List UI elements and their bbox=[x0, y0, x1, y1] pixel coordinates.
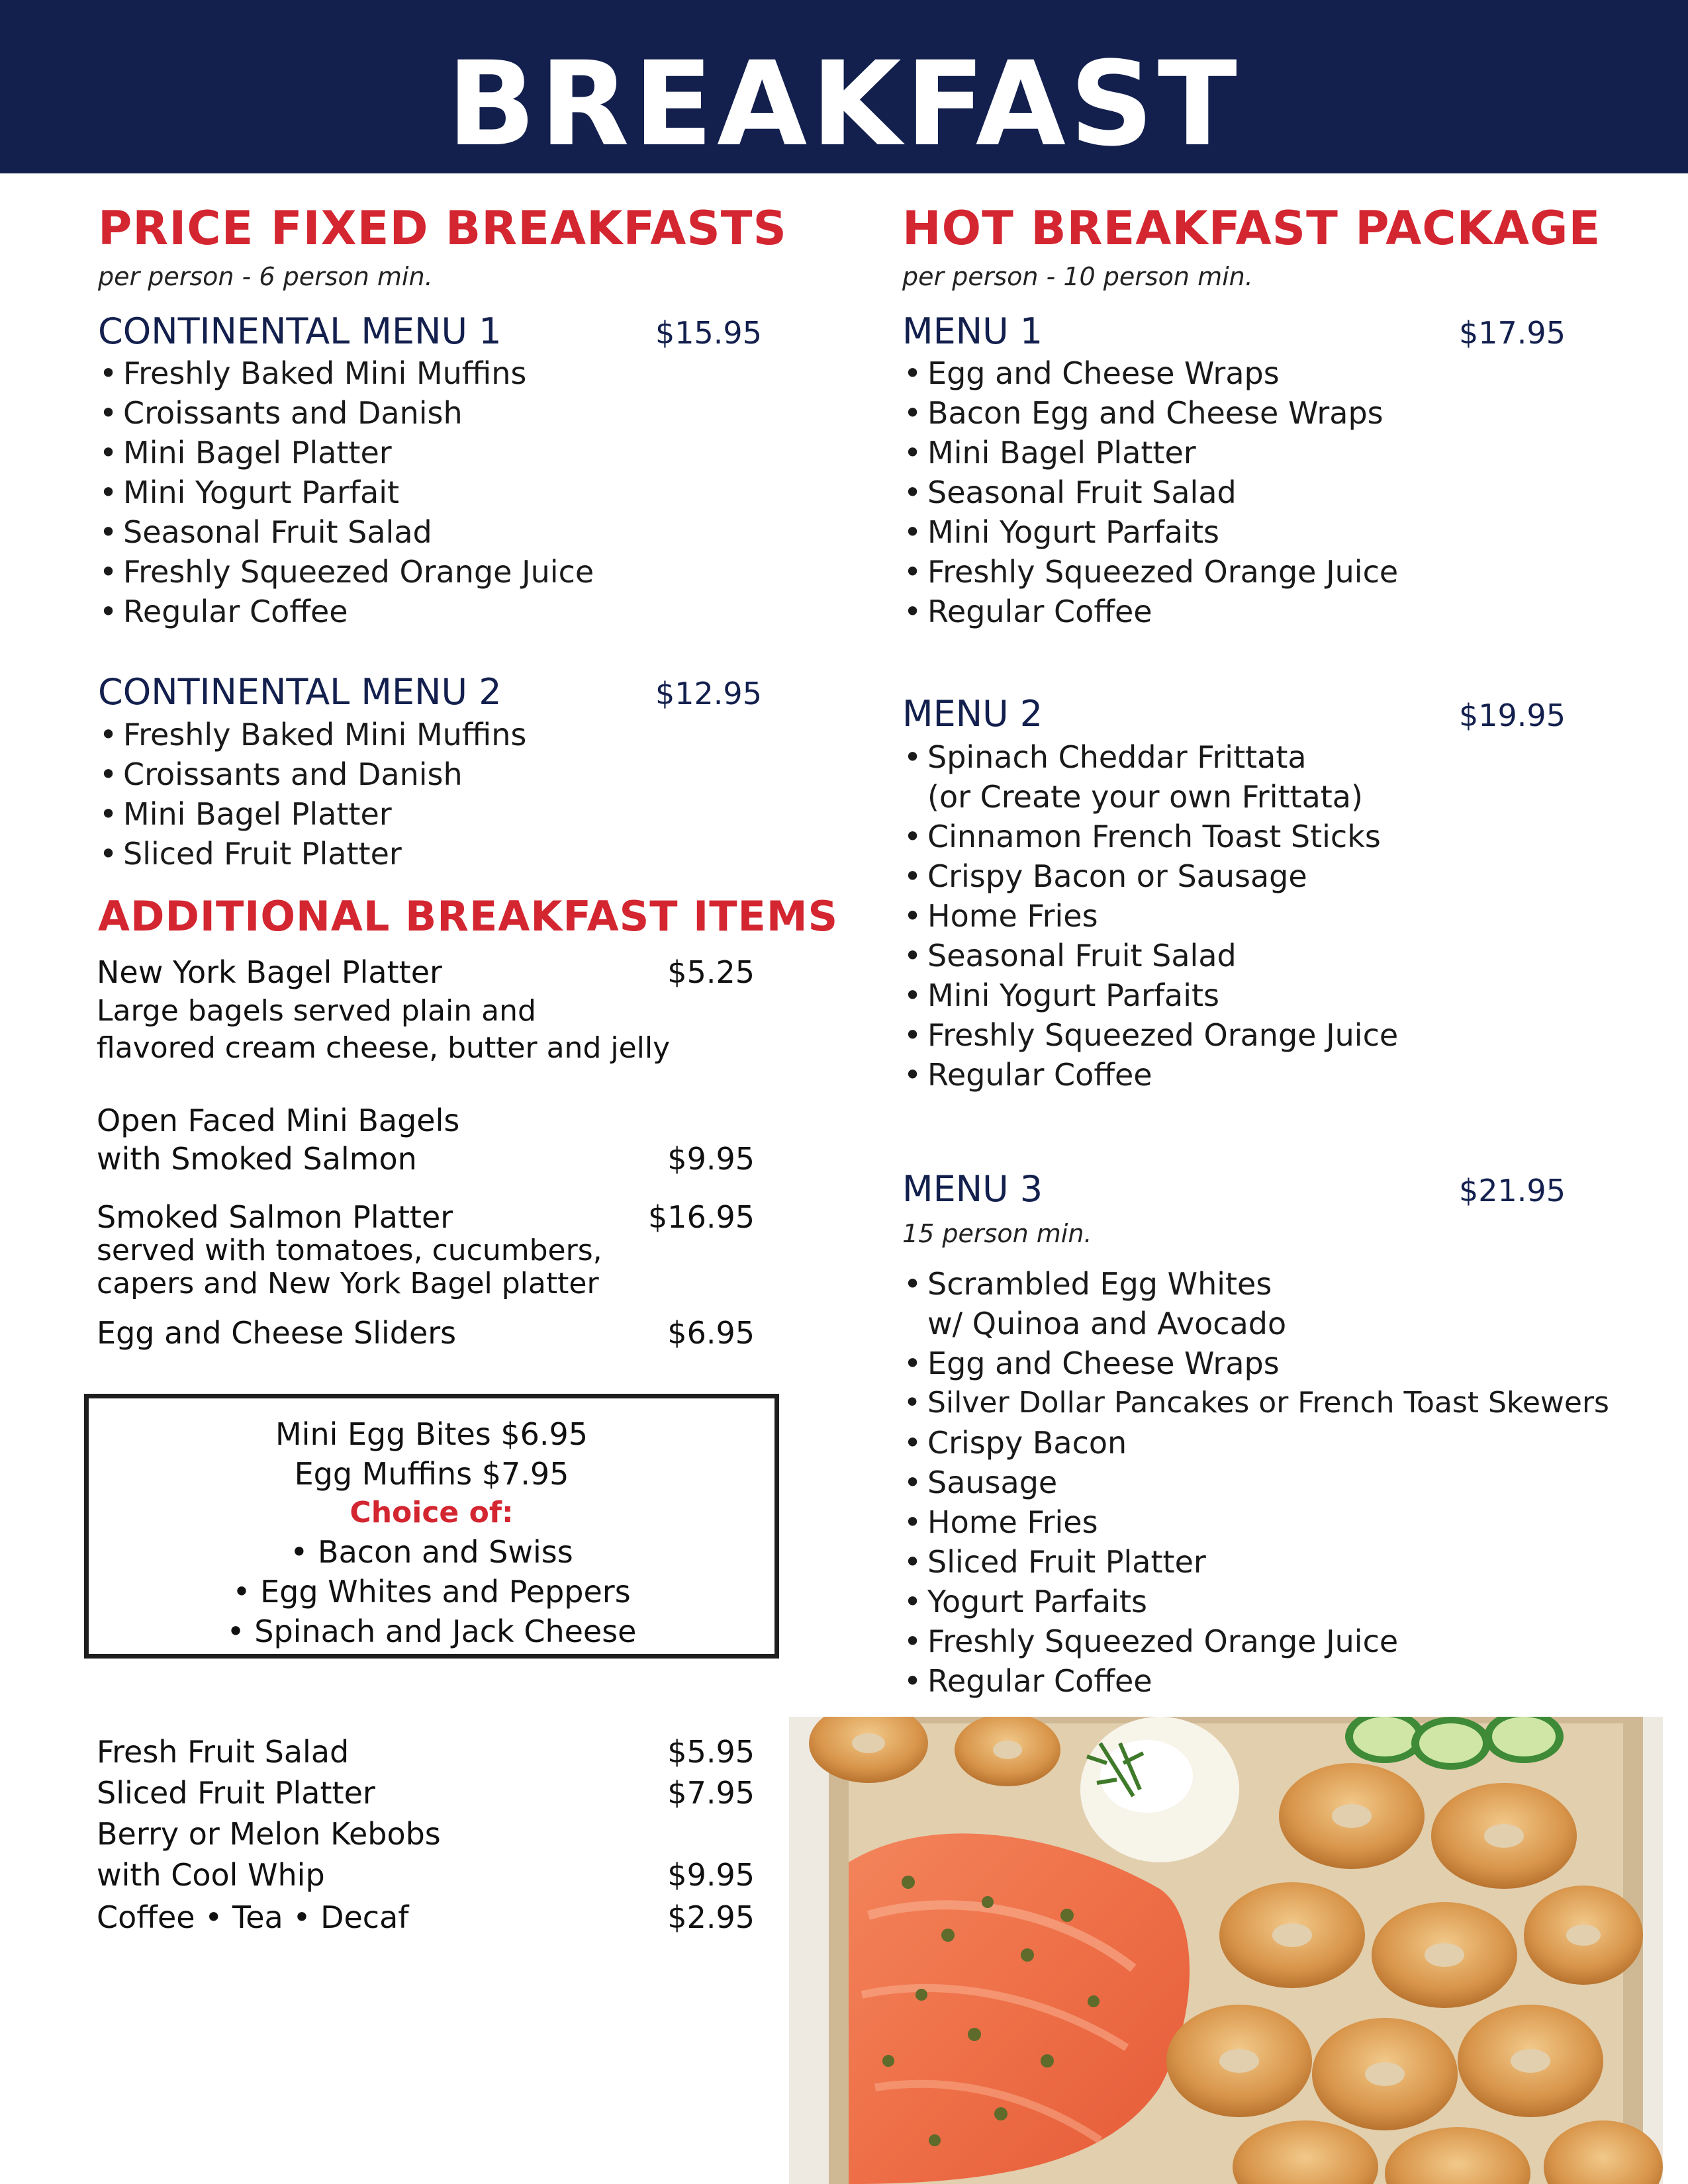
hot-menu-3-price: $21.95 bbox=[1459, 1173, 1566, 1208]
list-item: • Mini Yogurt Parfaits bbox=[904, 978, 1220, 1013]
page-title: BREAKFAST bbox=[447, 36, 1241, 172]
salmon-platter-desc-1: served with tomatoes, cucumbers, bbox=[97, 1234, 602, 1267]
list-item: • Home Fries bbox=[904, 1504, 1098, 1540]
egg-options-box bbox=[84, 1394, 779, 1659]
list-item: • Mini Bagel Platter bbox=[99, 435, 392, 471]
continental-menu-2-items bbox=[99, 715, 526, 874]
list-item: • Home Fries bbox=[904, 898, 1098, 934]
continental-menu-2-title: CONTINENTAL MENU 2 bbox=[98, 671, 502, 713]
hot-package-note: per person - 10 person min. bbox=[902, 262, 1253, 291]
list-item: • Sausage bbox=[904, 1465, 1058, 1500]
extra-price: $5.95 bbox=[667, 1734, 755, 1770]
extra-name: Coffee • Tea • Decaf bbox=[97, 1899, 409, 1935]
sliders-price: $6.95 bbox=[667, 1315, 755, 1351]
list-item: • Croissants and Danish bbox=[99, 395, 463, 431]
hot-menu-1-title: MENU 1 bbox=[902, 310, 1043, 352]
list-item: • Regular Coffee bbox=[904, 1057, 1152, 1093]
extra-name: Fresh Fruit Salad bbox=[97, 1734, 350, 1770]
bagel-platter-price: $5.25 bbox=[667, 954, 755, 990]
bagel-salmon-illustration bbox=[789, 1717, 1663, 2184]
mini-bagels-price: $9.95 bbox=[667, 1141, 755, 1177]
list-item: • Mini Bagel Platter bbox=[99, 796, 392, 832]
list-item: • Silver Dollar Pancakes or French Toast Skewers bbox=[904, 1386, 1609, 1420]
hot-menu-3-title: MENU 3 bbox=[902, 1168, 1043, 1210]
price-fixed-note: per person - 6 person min. bbox=[98, 262, 433, 291]
sliders-name: Egg and Cheese Sliders bbox=[97, 1315, 457, 1351]
list-item: • Freshly Squeezed Orange Juice bbox=[904, 554, 1399, 590]
extra-name: Sliced Fruit Platter bbox=[97, 1775, 375, 1811]
bagel-salmon-photo bbox=[789, 1717, 1663, 2184]
list-item: • Regular Coffee bbox=[904, 1663, 1152, 1699]
continental-menu-1-items bbox=[99, 353, 594, 631]
salmon-platter-desc-2: capers and New York Bagel platter bbox=[97, 1267, 599, 1300]
list-item: • Regular Coffee bbox=[904, 594, 1152, 629]
mini-bagels-name-2: with Smoked Salmon bbox=[97, 1141, 417, 1177]
list-item: • Seasonal Fruit Salad bbox=[904, 938, 1237, 974]
list-item: • Yogurt Parfaits bbox=[904, 1584, 1147, 1619]
list-item: • Croissants and Danish bbox=[99, 756, 463, 792]
hot-menu-3-note: 15 person min. bbox=[902, 1219, 1092, 1248]
list-item: • Crispy Bacon bbox=[904, 1425, 1127, 1461]
list-item: • Scrambled Egg Whites bbox=[904, 1266, 1272, 1302]
list-item: w/ Quinoa and Avocado bbox=[927, 1306, 1287, 1342]
price-fixed-title: PRICE FIXED BREAKFASTS bbox=[98, 201, 787, 255]
hot-menu-1-items bbox=[904, 353, 1398, 631]
list-item: • Freshly Baked Mini Muffins bbox=[99, 717, 527, 752]
bagel-platter-name: New York Bagel Platter bbox=[97, 954, 442, 990]
choice-label: Choice of: bbox=[350, 1496, 514, 1529]
hot-menu-2-title: MENU 2 bbox=[902, 693, 1043, 735]
extra-price: $9.95 bbox=[667, 1857, 755, 1893]
egg-bites-line: Mini Egg Bites $6.95 bbox=[275, 1416, 588, 1452]
hot-menu-3-items bbox=[904, 1264, 1609, 1701]
list-item: • Sliced Fruit Platter bbox=[99, 836, 402, 872]
list-item: • Freshly Squeezed Orange Juice bbox=[904, 1623, 1399, 1659]
list-item: • Freshly Baked Mini Muffins bbox=[99, 355, 527, 391]
hot-menu-2-items bbox=[904, 737, 1398, 1095]
hot-menu-2-price: $19.95 bbox=[1459, 698, 1566, 733]
list-item: • Seasonal Fruit Salad bbox=[99, 514, 432, 550]
list-item: • Sliced Fruit Platter bbox=[904, 1544, 1206, 1580]
list-item: • Egg and Cheese Wraps bbox=[904, 1345, 1280, 1381]
extra-name: Berry or Melon Kebobs bbox=[97, 1816, 441, 1852]
egg-muffins-line: Egg Muffins $7.95 bbox=[294, 1456, 569, 1492]
list-item: (or Create your own Frittata) bbox=[927, 779, 1363, 815]
list-item: • Freshly Squeezed Orange Juice bbox=[99, 554, 594, 590]
list-item: • Spinach Cheddar Frittata bbox=[904, 739, 1307, 775]
extra-price: $7.95 bbox=[667, 1775, 755, 1811]
list-item: • Freshly Squeezed Orange Juice bbox=[904, 1017, 1399, 1053]
continental-menu-2-price: $12.95 bbox=[655, 676, 762, 711]
list-item: • Mini Bagel Platter bbox=[904, 435, 1196, 471]
list-item: • Regular Coffee bbox=[99, 594, 348, 629]
mini-bagels-name: Open Faced Mini Bagels bbox=[97, 1103, 460, 1138]
list-item: • Seasonal Fruit Salad bbox=[904, 475, 1237, 510]
extra-price: $2.95 bbox=[667, 1899, 755, 1935]
salmon-platter-name: Smoked Salmon Platter bbox=[97, 1199, 453, 1235]
bagel-platter-desc-1: Large bagels served plain and bbox=[97, 994, 536, 1028]
list-item: • Bacon Egg and Cheese Wraps bbox=[904, 395, 1383, 431]
hot-menu-1-price: $17.95 bbox=[1459, 315, 1566, 351]
continental-menu-1-title: CONTINENTAL MENU 1 bbox=[98, 310, 502, 352]
bagel-platter-desc-2: flavored cream cheese, butter and jelly bbox=[97, 1031, 671, 1065]
list-item: • Mini Yogurt Parfait bbox=[99, 475, 400, 510]
list-item: • Mini Yogurt Parfaits bbox=[904, 514, 1220, 550]
additional-items-title: ADDITIONAL BREAKFAST ITEMS bbox=[98, 892, 839, 940]
salmon-platter-price: $16.95 bbox=[648, 1199, 755, 1235]
choice-item: • Egg Whites and Peppers bbox=[232, 1574, 631, 1610]
list-item: • Cinnamon French Toast Sticks bbox=[904, 819, 1381, 854]
continental-menu-1-price: $15.95 bbox=[655, 315, 762, 351]
hot-package-title: HOT BREAKFAST PACKAGE bbox=[902, 201, 1601, 255]
choice-item: • Spinach and Jack Cheese bbox=[226, 1614, 637, 1649]
list-item: • Egg and Cheese Wraps bbox=[904, 355, 1280, 391]
extra-name: with Cool Whip bbox=[97, 1857, 325, 1893]
list-item: • Crispy Bacon or Sausage bbox=[904, 858, 1307, 894]
choice-item: • Bacon and Swiss bbox=[290, 1534, 573, 1570]
